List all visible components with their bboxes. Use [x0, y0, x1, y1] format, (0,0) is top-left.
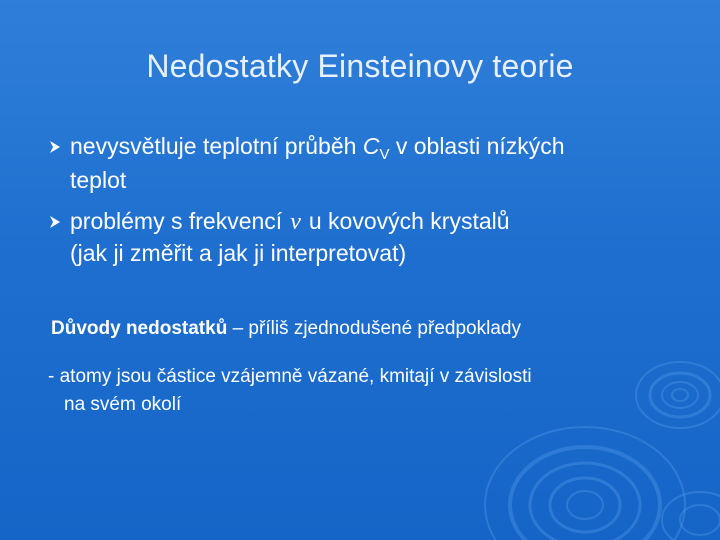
bullet-text-prefix: nevysvětluje teplotní průběh — [70, 133, 363, 159]
bullet-cv-temperature — [48, 131, 688, 196]
heat-capacity-symbol: C — [362, 133, 380, 159]
bullet-text-continuation: (jak ji změřit a jak ji interpretovat) — [70, 240, 407, 266]
bullet-text-prefix: problémy s frekvencí — [70, 208, 283, 234]
detail-line-2: na svém okolí — [64, 394, 182, 415]
frequency-symbol: ν — [290, 209, 301, 235]
bullet-text — [48, 131, 688, 196]
reason-text: – příliš zjednodušené předpoklady — [227, 318, 521, 339]
bullet-text — [48, 206, 688, 269]
heat-capacity-subscript: V — [379, 146, 390, 163]
bullet-text-suffix: u kovových krystalů — [308, 208, 510, 234]
detail-line-1: - atomy jsou částice vzájemně vázané, kmitají v závislosti — [48, 366, 532, 387]
detail-text — [48, 363, 688, 419]
reason-label: Důvody nedostatků — [51, 318, 228, 339]
slide-title: Nedostatky Einsteinovy teorie — [146, 48, 574, 84]
bullet-text-continuation: teplot — [70, 167, 127, 193]
bullet-frequency — [48, 206, 688, 269]
reason-line — [51, 318, 691, 340]
arrow-bullet-icon — [48, 140, 62, 154]
bullet-text-suffix: v oblasti nízkých — [389, 133, 565, 159]
arrow-bullet-icon — [48, 215, 62, 229]
